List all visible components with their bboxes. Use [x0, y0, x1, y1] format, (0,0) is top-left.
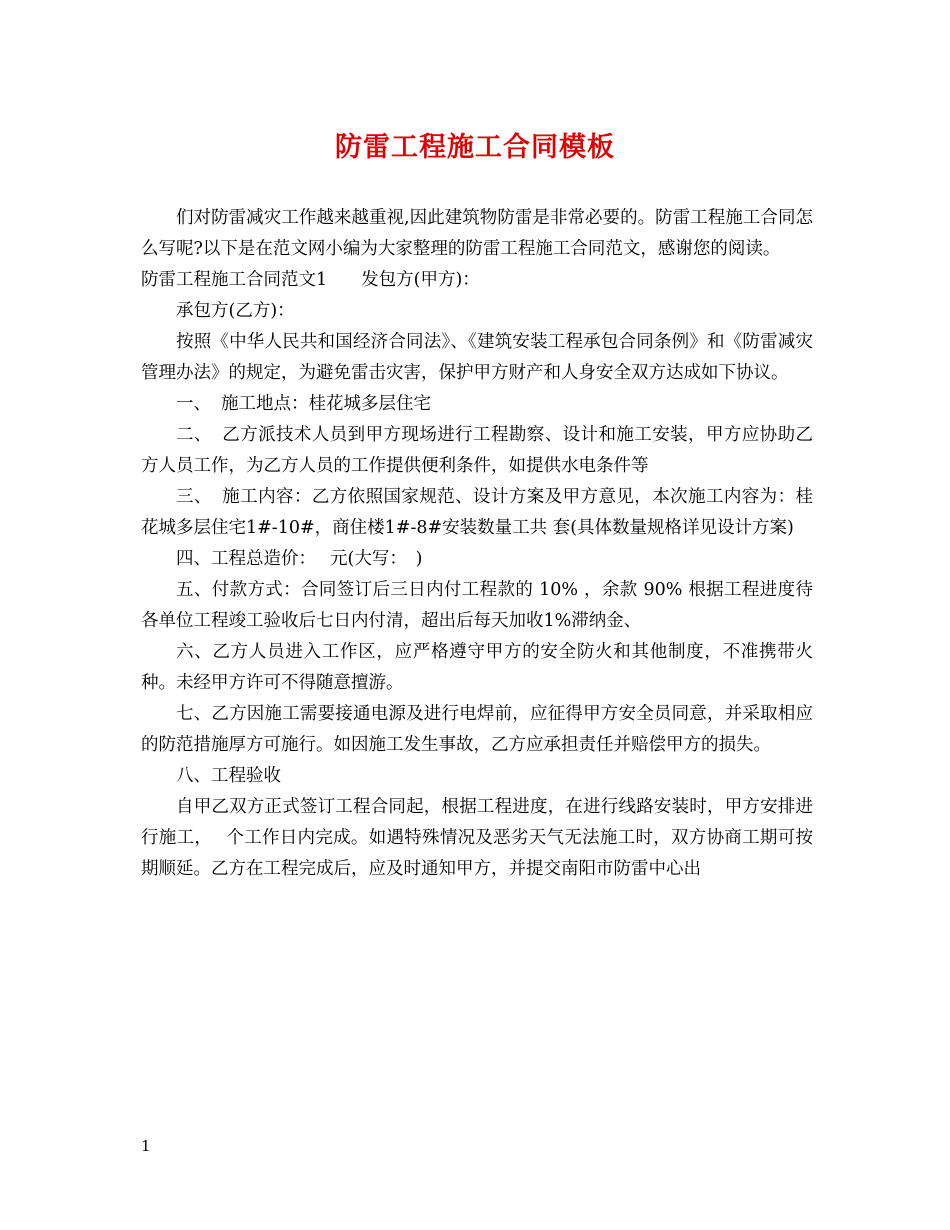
clause-4-text: 四、工程总造价：: [176, 549, 316, 569]
party-a-label: 发包方(甲方)：: [361, 270, 480, 290]
clause-8-heading: 八、工程验收: [176, 766, 281, 786]
clause-7: 七、乙方因施工需要接通电源及进行电焊前，应征得甲方安全员同意，并采取相应的防范措施厚方可施行。如因施工发生事故，乙方应承担责任并赔偿甲方的损失。: [141, 704, 813, 755]
clause-2-number: 二、: [176, 425, 212, 445]
clause-6: 六、乙方人员进入工作区，应严格遵守甲方的安全防火和其他制度，不准携带火种。未经甲方许可不得随意擅游。: [141, 642, 813, 693]
clause-4-tail: 元(大写： ): [330, 549, 423, 569]
party-b-label: 承包方(乙方)：: [176, 301, 295, 321]
clause-4: [141, 544, 813, 575]
clause-8-text-b: 个工作日内完成。如遇特殊情况及恶劣天气无法施工时，双方协商工期可按期顺延。乙方在工程完成后，应及时通知甲方，并提交南阳市防雷中心出: [141, 828, 814, 879]
basis-paragraph: 按照《中华人民共和国经济合同法》、《建筑安装工程承包合同条例》和《防雷减灾管理办法》的规定，为避免雷击灾害，保护甲方财产和人身安全双方达成如下协议。: [141, 332, 813, 383]
clause-1: [141, 389, 813, 420]
page-number: 1: [141, 1137, 151, 1155]
intro-paragraph: 们对防雷减灾工作越来越重视,因此建筑物防雷是非常必要的。防雷工程施工合同怎么写呢?以下是在范文网小编为大家整理的防雷工程施工合同范文，感谢您的阅读。: [141, 208, 813, 259]
clause-1-number: 一、: [176, 394, 211, 414]
document-body: [141, 203, 813, 885]
sample-heading-line: [141, 265, 813, 296]
clause-3-number: 三、: [176, 487, 212, 507]
document-title: 防雷工程施工合同模板: [335, 132, 615, 163]
sample-heading: 防雷工程施工合同范文1: [141, 270, 328, 290]
clause-2-text: 乙方派技术人员到甲方现场进行工程勘察、设计和施工安装，甲方应协助乙方人员工作，为乙方人员的工作提供便利条件，如提供水电条件等: [141, 425, 814, 476]
clause-3-text: 施工内容：乙方依照国家规范、设计方案及甲方意见，本次施工内容为：桂花城多层住宅1#-10#，商住楼1#-8#安装数量工共 套(具体数量规格详见设计方案): [141, 487, 814, 538]
clause-1-text: 施工地点：桂花城多层住宅: [221, 394, 431, 414]
clause-8-text: [141, 792, 813, 885]
clause-5: 五、付款方式：合同签订后三日内付工程款的 10% ，余款 90% 根据工程进度待各单位工程竣工验收后七日内付清，超出后每天加收1%滞纳金、: [141, 580, 813, 631]
clause-2: [141, 420, 813, 482]
clause-3: [141, 482, 813, 544]
clause-8-text-a: 自甲乙双方正式签订工程合同起，根据工程进度，在进行线路安装时，甲方安排进行施工，: [141, 797, 813, 848]
